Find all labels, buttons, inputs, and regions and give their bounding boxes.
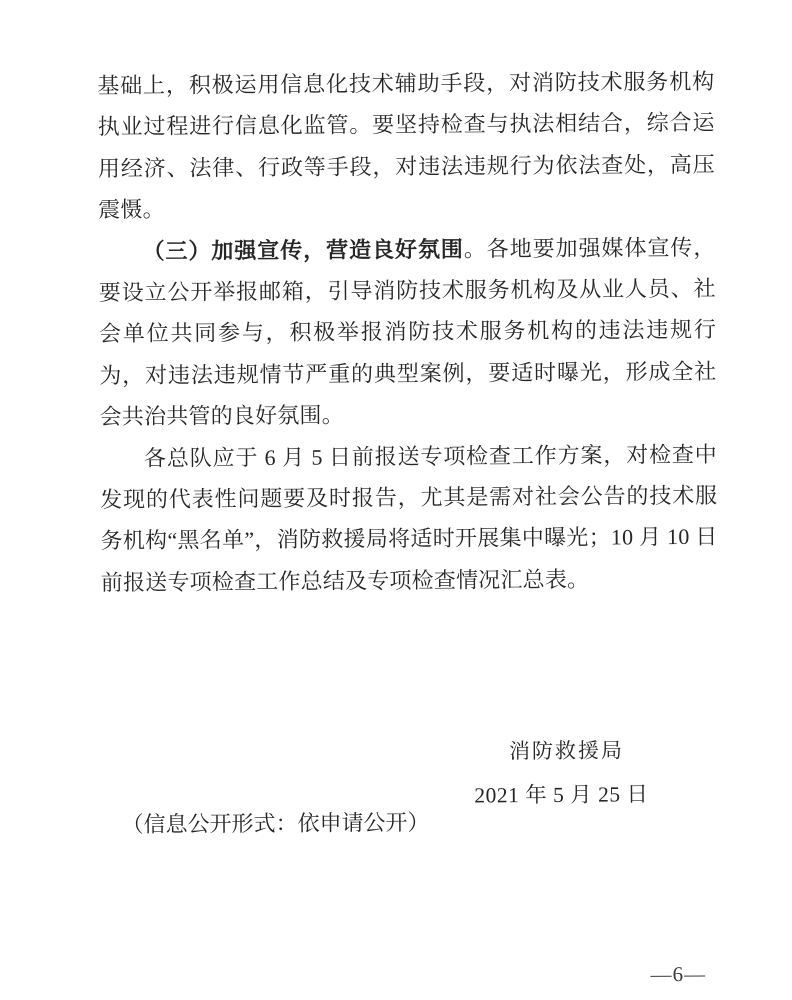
paragraph-continuation: 基础上，积极运用信息化技术辅助手段，对消防技术服务机构执业过程进行信息化监管。要坚持检查与执法相结合，综合运用经济、法律、行政等手段，对违法违规行为依法查处，高压震慑。 — [97, 68, 716, 223]
page-number: —6— — [650, 961, 707, 987]
paragraph-section-three — [98, 226, 716, 437]
document-body — [97, 61, 718, 604]
signature-date: 2021 年 5 月 25 日 — [474, 782, 649, 808]
section-three-text: 。各地要加强媒体宣传，要设立公开举报邮箱，引导消防技术服务机构及从业人员、社会单位共同参与，积极举报消防技术服务机构的违法违规行为，对违法违规情节严重的典型案例，要适时曝光，形成全社会共治共管的良好氛围。 — [98, 234, 717, 430]
signature-organization: 消防救援局 — [508, 738, 625, 764]
information-disclosure-note: （信息公开形式：依申请公开） — [121, 809, 430, 837]
section-three-heading: （三）加强宣传，营造良好氛围 — [142, 236, 464, 264]
paragraph-reporting-requirements: 各总队应于 6 月 5 日前报送专项检查工作方案，对检查中发现的代表性问题要及时报告，尤其是需对社会公告的技术服务机构“黑名单”，消防救援局将适时开展集中曝光；10 月 10 日前报送专项检查工作总结及专项检查情况汇总表。 — [100, 441, 718, 595]
